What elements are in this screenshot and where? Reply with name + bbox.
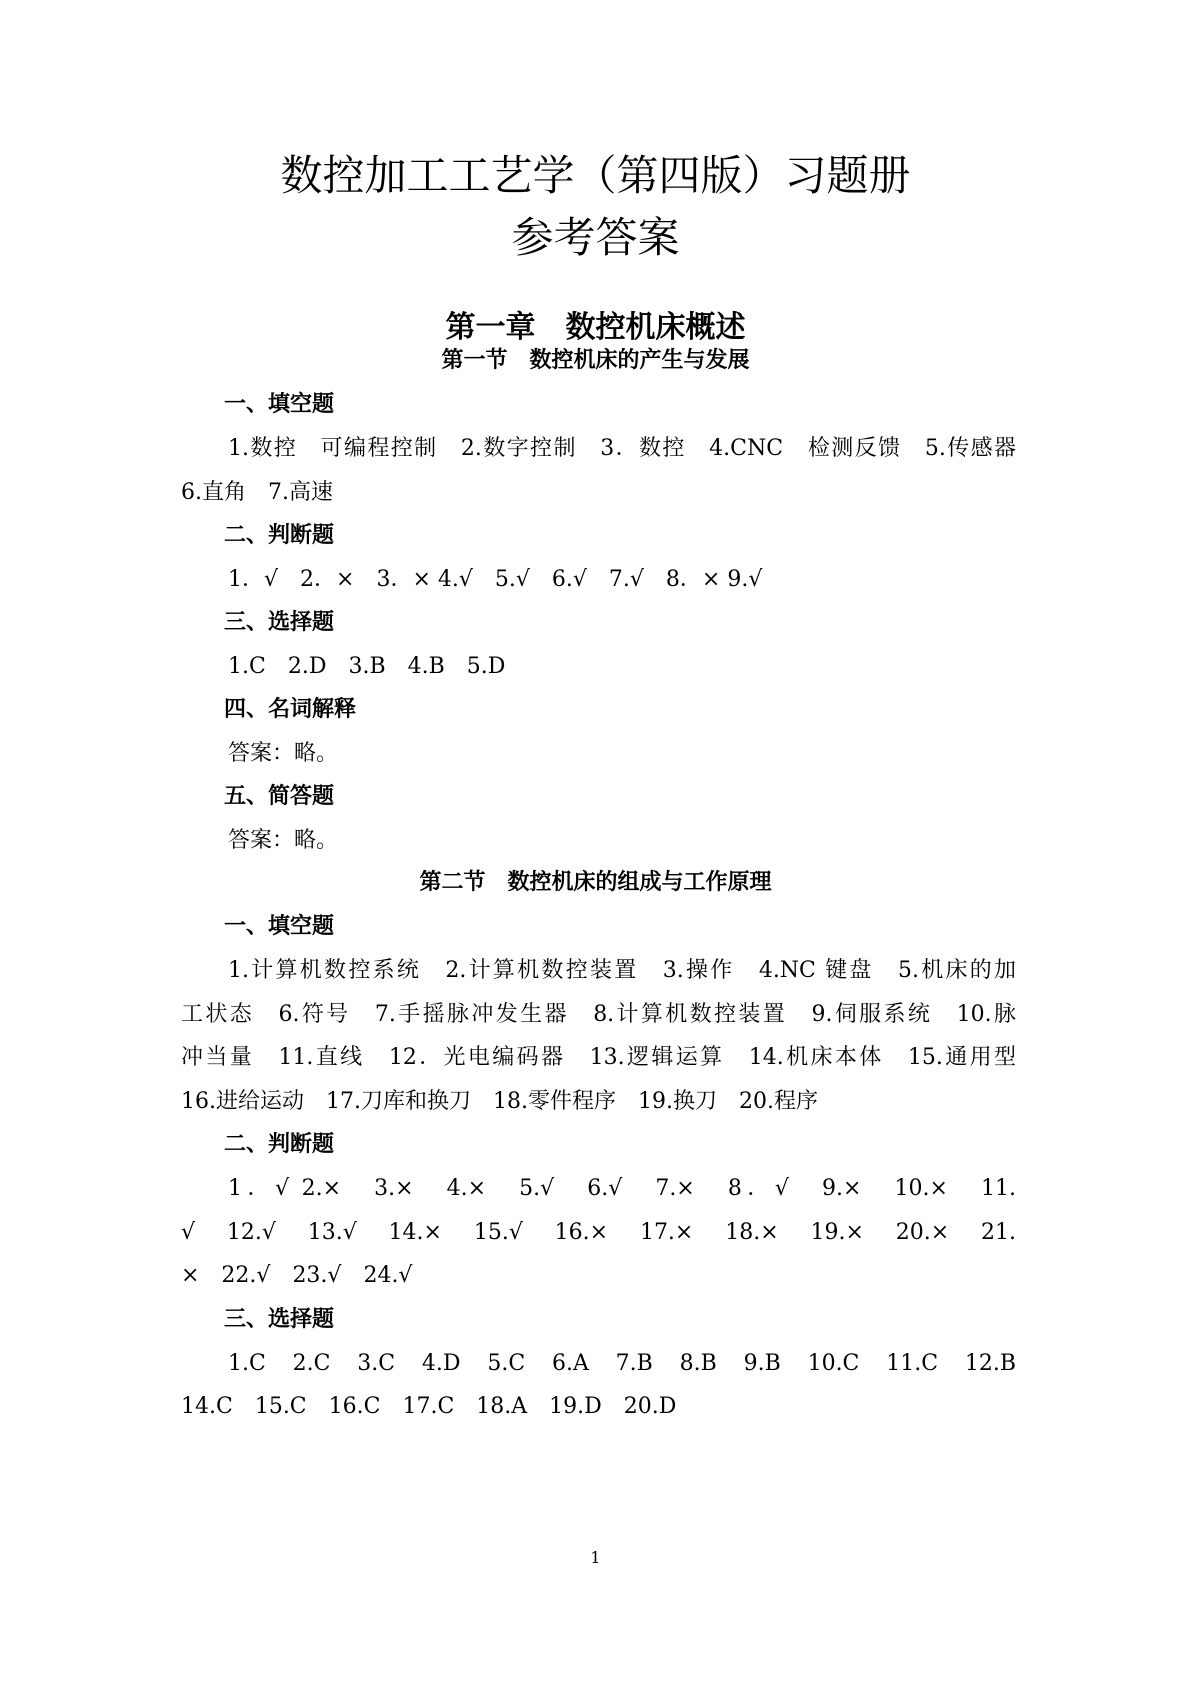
- section-2-true-false-line: × 22.√ 23.√ 24.√: [181, 1263, 413, 1288]
- document-title: 数控加工工艺学（第四版）习题册: [280, 151, 911, 200]
- section-1-fill-blank-heading: 一、填空题: [224, 392, 335, 417]
- section-2-true-false-heading: 二、判断题: [224, 1132, 335, 1157]
- chapter-title: 第一章 数控机床概述: [445, 310, 746, 345]
- section-2-choice-line: 1.C 2.C 3.C 4.D 5.C 6.A 7.B 8.B 9.B 10.C 11.C 12.B: [228, 1351, 1016, 1376]
- section-1-terms-answer: 答案：略。: [228, 741, 339, 766]
- section-2-fill-blank-line: 16.进给运动 17.刀库和换刀 18.零件程序 19.换刀 20.程序: [181, 1089, 818, 1114]
- section-2-true-false-line: √ 12.√ 13.√ 14.× 15.√ 16.× 17.× 18.× 19.× 20.× 21.: [181, 1220, 1016, 1245]
- document-subtitle: 参考答案: [511, 213, 680, 262]
- section-2-true-false-line: 1．√ 2.× 3.× 4.× 5.√ 6.√ 7.× 8．√ 9.× 10.× 11.: [228, 1176, 1016, 1201]
- section-2-fill-blank-line: 1.计算机数控系统 2.计算机数控装置 3.操作 4.NC 键盘 5.机床的加: [228, 958, 1016, 983]
- section-1-short-answer-answer: 答案：略。: [228, 828, 339, 853]
- page-number: 1: [590, 1548, 601, 1567]
- section-1-fill-blank-line: 1.数控 可编程控制 2.数字控制 3．数控 4.CNC 检测反馈 5.传感器: [228, 436, 1016, 461]
- section-1-true-false-line: 1．√ 2．× 3．× 4.√ 5.√ 6.√ 7.√ 8．× 9.√: [228, 567, 763, 592]
- section-2-choice-line: 14.C 15.C 16.C 17.C 18.A 19.D 20.D: [181, 1394, 677, 1419]
- section-1-choice-heading: 三、选择题: [224, 610, 335, 635]
- section-2-choice-heading: 三、选择题: [224, 1307, 335, 1332]
- section-2-fill-blank-line: 冲当量 11.直线 12．光电编码器 13.逻辑运算 14.机床本体 15.通用型: [181, 1045, 1016, 1070]
- section-2-fill-blank-line: 工状态 6.符号 7.手摇脉冲发生器 8.计算机数控装置 9.伺服系统 10.脉: [181, 1002, 1016, 1027]
- section-1-fill-blank-line: 6.直角 7.高速: [181, 480, 333, 505]
- section-1-true-false-heading: 二、判断题: [224, 523, 335, 548]
- section-1-title: 第一节 数控机床的产生与发展: [441, 348, 750, 373]
- section-1-terms-heading: 四、名词解释: [224, 697, 357, 722]
- section-2-title: 第二节 数控机床的组成与工作原理: [419, 870, 772, 895]
- section-1-choice-line: 1.C 2.D 3.B 4.B 5.D: [228, 654, 506, 679]
- section-2-fill-blank-heading: 一、填空题: [224, 914, 335, 939]
- section-1-short-answer-heading: 五、简答题: [224, 784, 335, 809]
